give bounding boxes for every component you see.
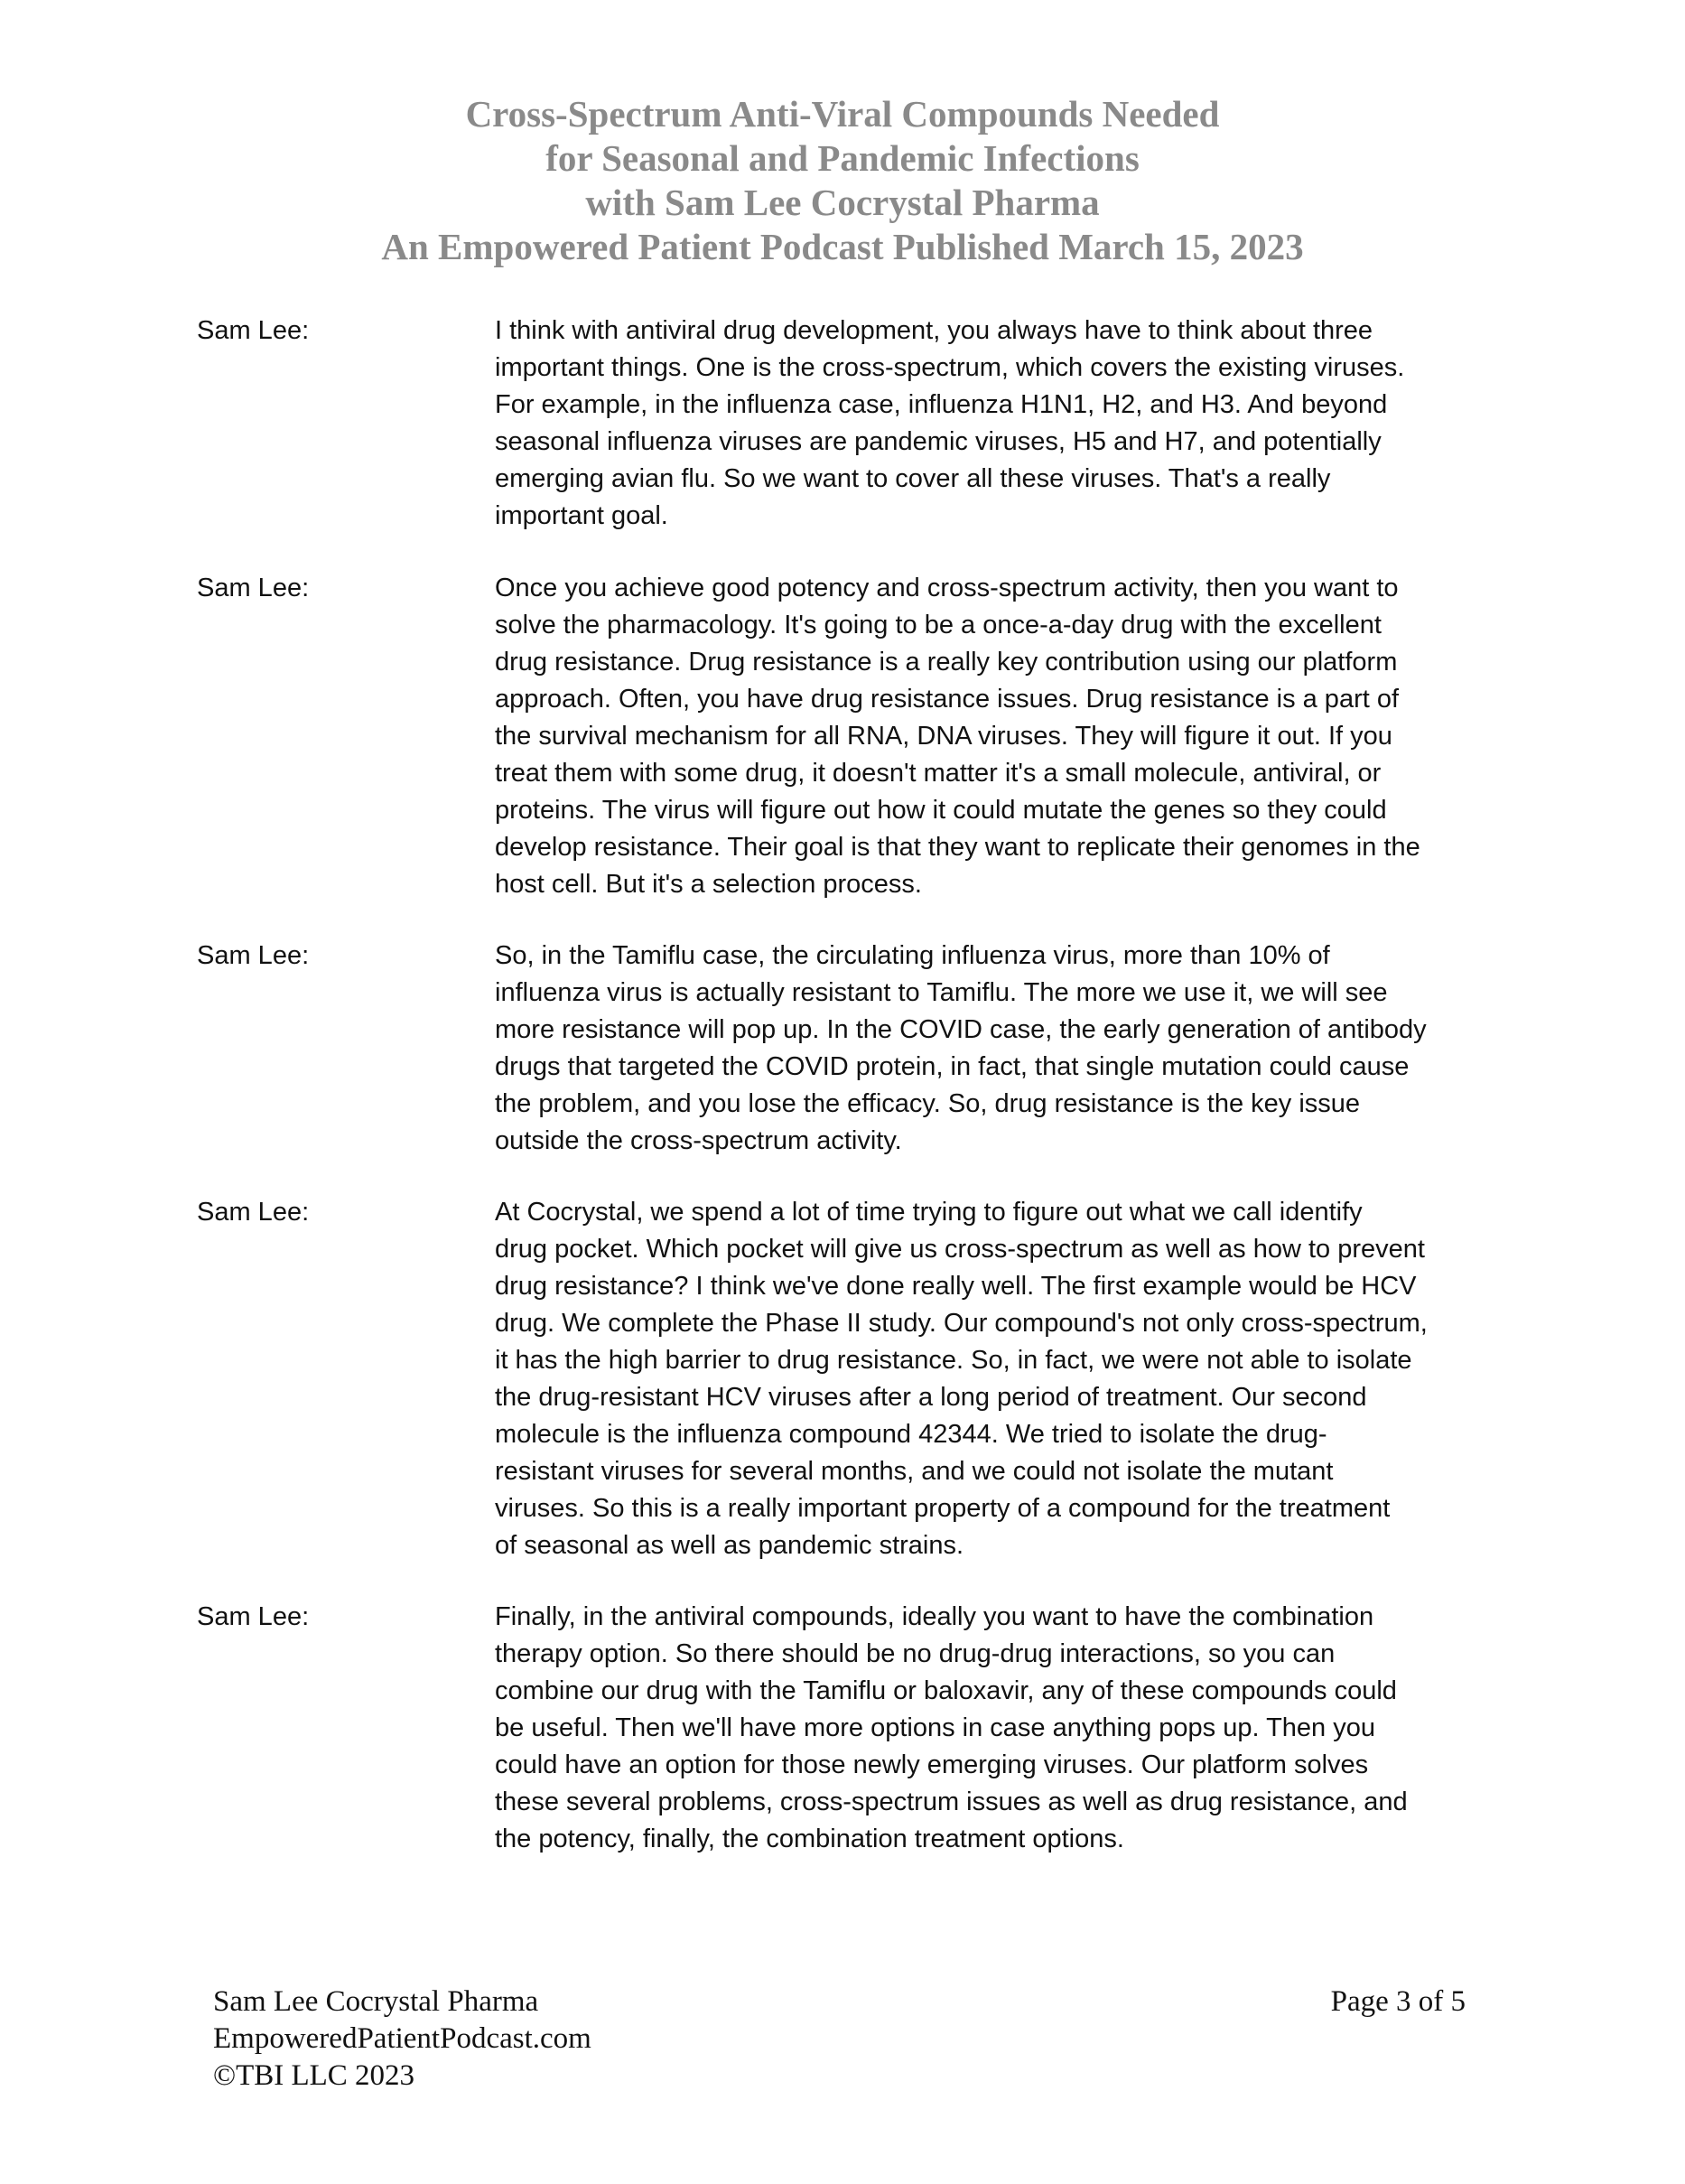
text-line: the potency, finally, the combination treatment options. [495,1825,1124,1853]
text-line: could have an option for those newly emerging viruses. Our platform solves [495,1750,1369,1779]
text-line: drug pocket. Which pocket will give us cross-spectrum as well as how to prevent [495,1235,1425,1264]
speaker-text [495,313,1488,535]
text-line: molecule is the influenza compound 42344. We tried to isolate the drug- [495,1420,1327,1449]
speaker-label: Sam Lee: [197,1198,310,1227]
text-line: proteins. The virus will figure out how it could mutate the genes so they could [495,796,1387,825]
text-line: of seasonal as well as pandemic strains. [495,1531,964,1560]
text-line: the drug-resistant HCV viruses after a long period of treatment. Our second [495,1383,1367,1412]
footer-line-1: Sam Lee Cocrystal Pharma [213,1985,539,2018]
text-line: Finally, in the antiviral compounds, ideally you want to have the combination [495,1602,1374,1631]
text-line: influenza virus is actually resistant to Tamiflu. The more we use it, we will see [495,978,1388,1007]
text-line: drug. We complete the Phase II study. Our compound's not only cross-spectrum, [495,1309,1428,1338]
speaker-text [495,1194,1488,1564]
text-line: For example, in the influenza case, influenza H1N1, H2, and H3. And beyond [495,390,1388,419]
text-line: therapy option. So there should be no drug-drug interactions, so you can [495,1639,1336,1668]
text-line: emerging avian flu. So we want to cover all these viruses. That's a really [495,464,1331,493]
text-line: combine our drug with the Tamiflu or baloxavir, any of these compounds could [495,1676,1397,1705]
speaker-text [495,1599,1488,1858]
text-line: develop resistance. Their goal is that they want to replicate their genomes in the [495,833,1420,862]
text-line: resistant viruses for several months, and we could not isolate the mutant [495,1457,1334,1486]
text-line: Once you achieve good potency and cross-spectrum activity, then you want to [495,574,1399,602]
footer-line-3: ©TBI LLC 2023 [213,2059,415,2092]
text-line: drug resistance? I think we've done really well. The first example would be HCV [495,1272,1417,1301]
text-line: important goal. [495,501,668,530]
text-line: solve the pharmacology. It's going to be a once-a-day drug with the excellent [495,611,1382,639]
text-line: treat them with some drug, it doesn't matter it's a small molecule, antiviral, or [495,759,1382,788]
speaker-label: Sam Lee: [197,316,310,345]
text-line: it has the high barrier to drug resistance. So, in fact, we were not able to isolate [495,1346,1412,1375]
text-line: I think with antiviral drug development, you always have to think about three [495,316,1373,345]
text-line: So, in the Tamiflu case, the circulating influenza virus, more than 10% of [495,941,1330,970]
footer-line-2: EmpoweredPatientPodcast.com [213,2022,591,2055]
title-line-4: An Empowered Patient Podcast Published March 15, 2023 [381,226,1304,267]
text-line: drugs that targeted the COVID protein, in fact, that single mutation could cause [495,1052,1410,1081]
text-line: the problem, and you lose the efficacy. So, drug resistance is the key issue [495,1089,1361,1118]
text-line: seasonal influenza viruses are pandemic viruses, H5 and H7, and potentially [495,427,1382,456]
speaker-label: Sam Lee: [197,941,310,970]
text-line: approach. Often, you have drug resistance issues. Drug resistance is a part of [495,685,1400,714]
title-line-3: with Sam Lee Cocrystal Pharma [585,182,1100,223]
text-line: the survival mechanism for all RNA, DNA viruses. They will figure it out. If you [495,722,1392,751]
text-line: important things. One is the cross-spectrum, which covers the existing viruses. [495,353,1405,382]
speaker-text [495,938,1488,1160]
title-line-1: Cross-Spectrum Anti-Viral Compounds Needed [465,93,1220,135]
page-number: Page 3 of 5 [1330,1985,1466,2018]
text-line: At Cocrystal, we spend a lot of time trying to figure out what we call identify [495,1198,1363,1227]
speaker-label: Sam Lee: [197,1602,310,1631]
speaker-text [495,570,1488,903]
text-line: these several problems, cross-spectrum issues as well as drug resistance, and [495,1787,1408,1816]
text-line: drug resistance. Drug resistance is a really key contribution using our platform [495,648,1398,677]
text-line: host cell. But it's a selection process. [495,870,922,899]
speaker-label: Sam Lee: [197,574,310,602]
document-title [0,92,1685,269]
title-line-2: for Seasonal and Pandemic Infections [545,137,1140,179]
footer-info [213,1983,591,2095]
text-line: viruses. So this is a really important property of a compound for the treatment [495,1494,1391,1523]
text-line: be useful. Then we'll have more options in case anything pops up. Then you [495,1713,1375,1742]
text-line: more resistance will pop up. In the COVID case, the early generation of antibody [495,1015,1427,1044]
text-line: outside the cross-spectrum activity. [495,1126,902,1155]
